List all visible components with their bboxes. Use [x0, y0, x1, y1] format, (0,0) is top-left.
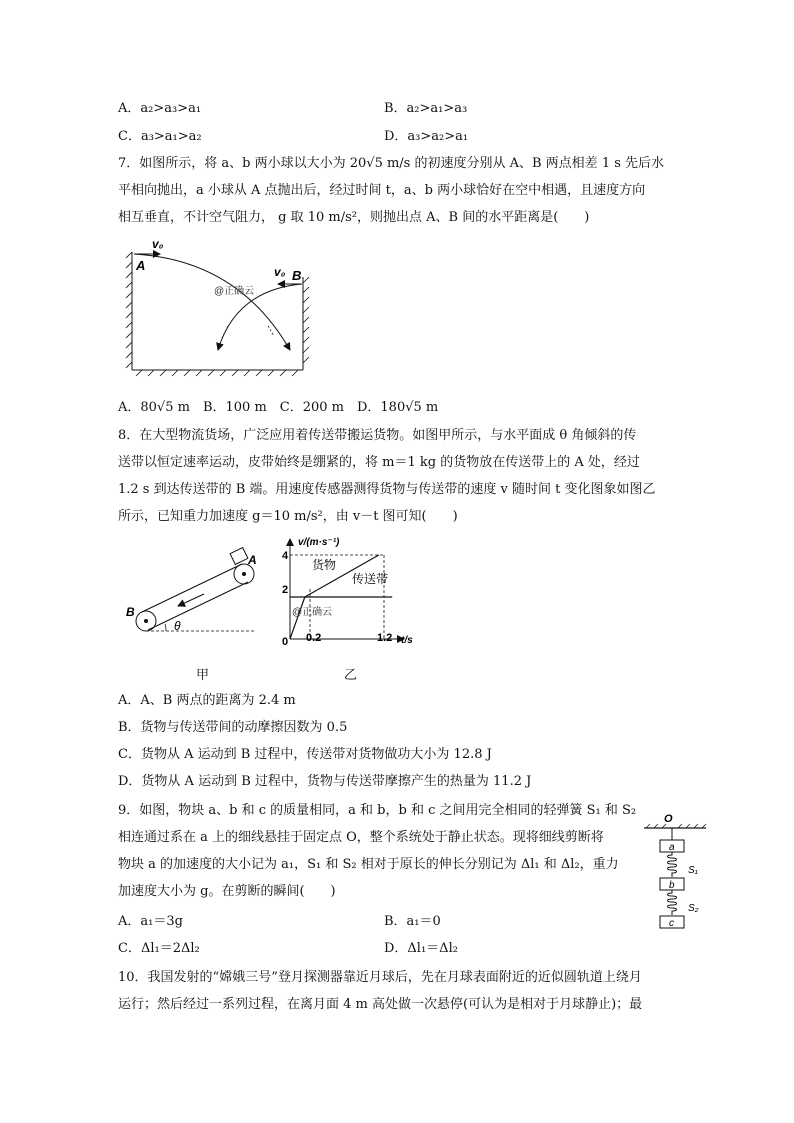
- y-axis-label: v/(m·s⁻¹): [298, 537, 340, 548]
- vt-graph: [280, 533, 430, 645]
- watermark: @正确云: [214, 286, 255, 297]
- block-a-label: a: [669, 842, 675, 853]
- belt-label: 传送带: [352, 572, 389, 586]
- q7-text-line-1: 7．如图所示，将 a、b 两小球以大小为 20√5 m/s 的初速度分别从 A、B 两点相差 1 s 先后水: [118, 156, 665, 171]
- conveyor-figure: [118, 538, 268, 638]
- conveyor-a-label: A: [248, 553, 257, 567]
- q9-option-d: D．Δl₁＝Δl₂: [384, 941, 458, 956]
- spring-figure: [638, 810, 718, 938]
- q10-text-line-2: 运行；然后经过一系列过程，在离月面 4 m 高处做一次悬停(可认为是相对于月球静止)；最: [118, 997, 643, 1012]
- q8-option-b: B．货物与传送带间的动摩擦因数为 0.5: [118, 720, 348, 735]
- cargo-box: [230, 548, 248, 565]
- x-tick-1.2: 1.2: [377, 632, 393, 644]
- caption-jia: 甲: [196, 668, 210, 683]
- pivot-o-label: O: [664, 813, 673, 825]
- watermark-2: @正确云: [292, 607, 333, 618]
- block-c-label: c: [669, 918, 674, 929]
- point-b-label: B: [292, 268, 302, 283]
- x-axis-label: t/s: [401, 635, 413, 645]
- q8-option-c: C．货物从 A 运动到 B 过程中，传送带对货物做功大小为 12.8 J: [118, 747, 492, 762]
- spring-s1-label: S₁: [688, 865, 698, 876]
- q8-text-line-3: 1.2 s 到达传送带的 B 端。用速度传感器测得货物与传送带的速度 v 随时间 t 变化图象如图乙: [118, 482, 656, 497]
- y-tick-2: 2: [282, 584, 289, 596]
- q8-text-line-4: 所示，已知重力加速度 g＝10 m/s²，由 v－t 图可知( ): [118, 509, 458, 524]
- q9-text-line-2: 相连通过系在 a 上的细线悬挂于固定点 O，整个系统处于静止状态。现将细线剪断将: [118, 830, 604, 845]
- trajectory-a: [134, 254, 290, 350]
- q6-option-c: C．a₃>a₁>a₂: [118, 129, 202, 144]
- spring-s1: [668, 852, 677, 877]
- q9-text-line-3: 物块 a 的加速度的大小记为 a₁，S₁ 和 S₂ 相对于原长的伸长分别记为 Δl₁ 和 Δl₂，重力: [118, 857, 619, 872]
- q9-option-c: C．Δl₁＝2Δl₂: [118, 941, 200, 956]
- q10-text-line-1: 10．我国发射的“嫦娥三号”登月探测器靠近月球后，先在月球表面附近的近似圆轨道上绕月: [118, 970, 642, 985]
- block-b-label: b: [669, 880, 675, 891]
- x-tick-0.2: 0.2: [306, 632, 322, 644]
- q7-text-line-2: 平相向抛出，a 小球从 A 点抛出后，经过时间 t，a、b 两小球恰好在空中相遇，且速度方向: [118, 183, 646, 198]
- v0-left-label: v₀: [152, 237, 164, 251]
- q8-text-line-1: 8．在大型物流货场，广泛应用着传送带搬运货物。如图甲所示，与水平面成 θ 角倾斜的传: [118, 428, 637, 443]
- q9-option-b: B．a₁＝0: [384, 914, 441, 929]
- origin-label: 0: [282, 636, 289, 645]
- q6-option-d: D．a₃>a₂>a₁: [384, 129, 469, 144]
- theta-label: θ: [174, 619, 181, 633]
- v0-right-label: v₀: [274, 265, 286, 279]
- q9-text-line-4: 加速度大小为 g。在剪断的瞬间( ): [118, 884, 336, 899]
- point-a-label: A: [136, 258, 146, 273]
- goods-label: 货物: [312, 558, 337, 572]
- q9-option-a: A．a₁＝3g: [118, 914, 183, 929]
- q6-option-a: A．a₂>a₃>a₁: [118, 101, 202, 116]
- q8-text-line-2: 送带以恒定速率运动，皮带始终是绷紧的，将 m＝1 kg 的货物放在传送带上的 A 处，经过: [118, 455, 640, 470]
- q7-text-line-3: 相互垂直，不计空气阻力， g 取 10 m/s²，则抛出点 A、B 间的水平距离是( ): [118, 210, 590, 225]
- spring-s2-label: S₂: [688, 903, 699, 914]
- q8-option-d: D．货物从 A 运动到 B 过程中，货物与传送带摩擦产生的热量为 11.2 J: [118, 774, 532, 789]
- q6-option-b: B．a₂>a₁>a₃: [384, 101, 468, 116]
- conveyor-b-label: B: [126, 605, 135, 619]
- spring-s2: [668, 890, 677, 915]
- q8-option-a: A．A、B 两点的距离为 2.4 m: [118, 693, 296, 708]
- q7-options: A．80√5 m B．100 m C．200 m D．180√5 m: [118, 400, 439, 415]
- caption-yi: 乙: [344, 668, 358, 683]
- q7-figure: [118, 232, 328, 382]
- belt-direction-arrow: [178, 594, 204, 606]
- y-tick-4: 4: [282, 550, 289, 562]
- q9-text-line-1: 9．如图，物块 a、b 和 c 的质量相同，a 和 b，b 和 c 之间用完全相同的轻弹簧 S₁ 和 S₂: [118, 803, 637, 818]
